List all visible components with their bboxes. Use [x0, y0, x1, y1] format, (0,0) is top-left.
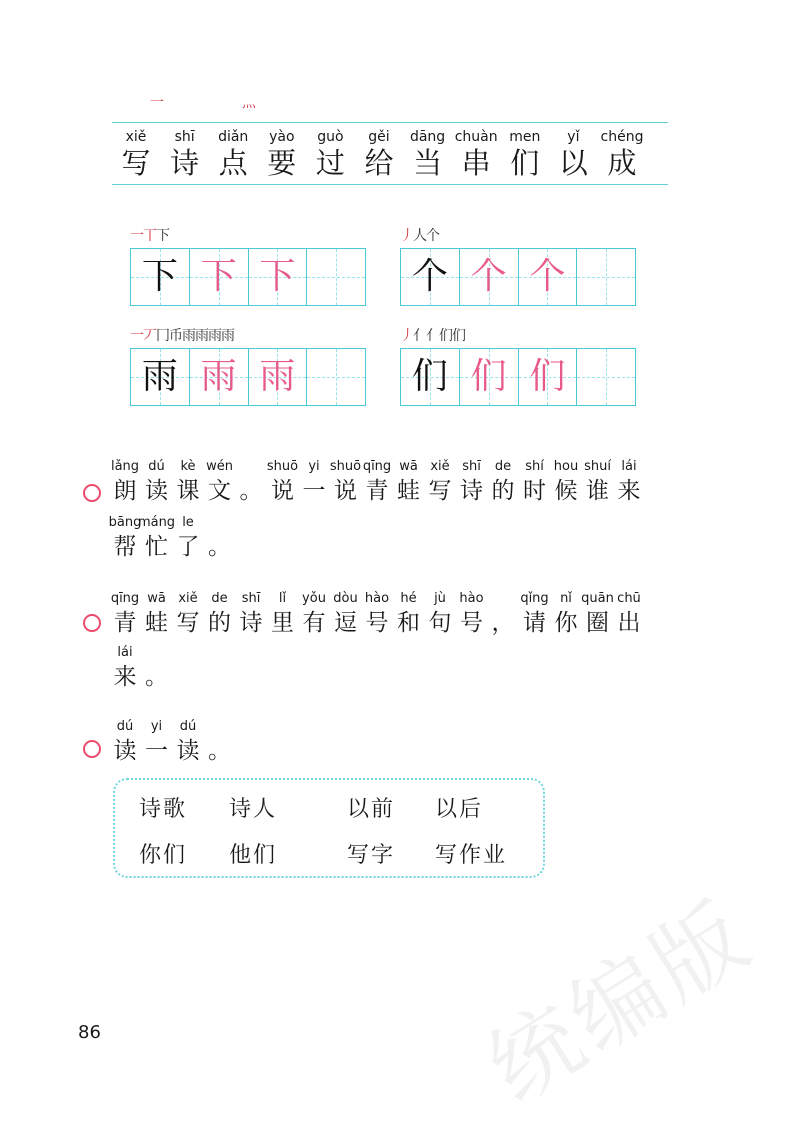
word: 他们 [229, 843, 278, 868]
pinyin: qǐng [520, 591, 549, 606]
pinyin: kè [180, 459, 196, 474]
word: 你们 [139, 843, 188, 868]
pinyin: shī [241, 591, 261, 606]
hanzi: 圈 [586, 610, 609, 636]
writing-block [130, 326, 366, 408]
hanzi: 读 [145, 478, 168, 504]
pinyin: hào [364, 591, 390, 606]
stroke-order-red: 丿 [400, 328, 413, 344]
stroke-order [400, 226, 439, 246]
word: 诗人 [229, 797, 278, 822]
hanzi: 文 [208, 478, 231, 504]
trace-character: 个 [470, 256, 507, 297]
hanzi: 来 [617, 478, 641, 504]
writing-block [400, 326, 636, 408]
model-character: 个 [411, 256, 448, 297]
pinyin: hou [553, 459, 579, 474]
word-box [113, 778, 545, 878]
pinyin: chuàn [454, 129, 498, 145]
pinyin: wā [147, 591, 166, 606]
word: 以后 [435, 797, 484, 822]
grid-cell-filled [190, 249, 249, 305]
pinyin: dú [179, 719, 197, 734]
pinyin: hào [459, 591, 484, 606]
pinyin [131, 644, 183, 662]
hanzi: 。 [145, 664, 168, 690]
grid-cell-filled [131, 249, 190, 305]
exercise-marker-icon [83, 740, 101, 758]
pinyin: chū [617, 591, 641, 606]
stroke-order-red: 一丅 [130, 228, 156, 244]
hanzi: 给 [364, 146, 394, 180]
grid-cell-filled [519, 349, 578, 405]
top-stroke-hint-1: 一 [150, 95, 164, 111]
hanzi: 有 [302, 610, 326, 636]
pinyin: xiě [125, 129, 147, 145]
stroke-order [130, 226, 169, 246]
hanzi: 出 [617, 610, 641, 636]
character-entry [503, 128, 547, 180]
hanzi: 成 [607, 146, 637, 180]
hanzi: 过 [315, 146, 345, 180]
tian-grid [130, 348, 366, 406]
hanzi: 的 [491, 478, 515, 504]
pinyin: dāng [409, 129, 446, 145]
hanzi: 读 [113, 738, 137, 764]
pinyin: de [211, 591, 228, 606]
pinyin: shuí [584, 459, 611, 474]
top-rule-upper [112, 122, 668, 123]
pinyin: wén [206, 459, 233, 474]
hanzi: 候 [554, 478, 578, 504]
pinyin: yi [150, 719, 163, 734]
hanzi: 来 [113, 664, 137, 690]
hanzi: 。 [208, 738, 231, 764]
word: 写字 [347, 843, 396, 868]
pinyin: diǎn [218, 129, 249, 145]
hanzi: 朗 [113, 478, 137, 504]
top-stroke-hint-2: 灬 [242, 95, 256, 111]
grid-cell-filled [131, 349, 190, 405]
hanzi: 一 [302, 478, 326, 504]
trace-character: 下 [200, 256, 237, 297]
annotated-character [206, 514, 234, 562]
hanzi: 号 [365, 610, 389, 636]
pinyin: bāng [108, 515, 142, 530]
trace-character: 下 [259, 256, 296, 297]
annotated-character [206, 718, 234, 766]
pinyin: lái [621, 459, 637, 474]
annotated-character [615, 458, 643, 506]
grid-cell-empty [577, 249, 635, 305]
hanzi: 要 [267, 146, 297, 180]
top-rule-lower [112, 184, 668, 185]
hanzi: 诗 [460, 478, 483, 504]
hanzi: 诗 [170, 146, 200, 180]
stroke-order-steps: 人个 [413, 228, 439, 244]
exercise-marker-icon [83, 484, 101, 502]
annotated-character [615, 590, 643, 638]
model-character: 雨 [141, 356, 178, 397]
tian-grid [130, 248, 366, 306]
pinyin: yi [308, 459, 320, 474]
tian-grid [400, 348, 636, 406]
hanzi: 的 [208, 610, 231, 636]
stroke-order-steps: 冂币雨雨雨雨 [156, 328, 234, 344]
hanzi: 们 [510, 146, 540, 180]
hanzi: 号 [460, 610, 483, 636]
pinyin [194, 514, 246, 532]
pinyin: qīng [362, 459, 392, 474]
watermark: 统编版 [470, 881, 771, 1124]
pinyin: yǐ [567, 129, 580, 145]
hanzi: 青 [113, 610, 137, 636]
pinyin: jù [434, 591, 446, 606]
pinyin: men [509, 129, 541, 145]
pinyin: hé [400, 591, 417, 606]
hanzi: 说 [271, 478, 294, 504]
pinyin: nǐ [560, 591, 572, 606]
grid-cell-empty [577, 349, 635, 405]
character-entry [114, 128, 158, 180]
pinyin: dú [148, 459, 165, 474]
hanzi: 谁 [586, 478, 609, 504]
hanzi: 写 [121, 146, 151, 180]
trace-character: 雨 [259, 356, 296, 397]
pinyin: gěi [368, 129, 390, 145]
stroke-order [130, 326, 234, 346]
hanzi: 逗 [334, 610, 357, 636]
pinyin: dòu [333, 591, 358, 606]
hanzi: 。 [208, 534, 231, 560]
character-entry [308, 128, 352, 180]
grid-cell-filled [249, 349, 308, 405]
stroke-order-red: 一丆 [130, 328, 156, 344]
tian-grid [400, 248, 636, 306]
hanzi: 以 [558, 146, 588, 180]
page-number: 86 [78, 1022, 101, 1043]
pinyin: dú [116, 719, 134, 734]
grid-cell-filled [249, 249, 308, 305]
character-entry [406, 128, 450, 180]
hanzi: 串 [461, 146, 491, 180]
word: 写作业 [435, 843, 508, 868]
pinyin: lǐ [278, 591, 287, 606]
grid-cell-filled [190, 349, 249, 405]
stroke-order-steps: 下 [156, 228, 169, 244]
hanzi: 时 [523, 478, 546, 504]
hanzi: 蛙 [397, 478, 420, 504]
pinyin: qīng [110, 591, 140, 606]
pinyin: shí [525, 459, 544, 474]
hanzi: 读 [176, 738, 200, 764]
hanzi: 写 [176, 610, 200, 636]
pinyin: lǎng [110, 459, 140, 474]
hanzi: 写 [428, 478, 452, 504]
character-entry [551, 128, 595, 180]
hanzi: 和 [397, 610, 420, 636]
trace-character: 雨 [200, 356, 237, 397]
pinyin: xiě [430, 459, 450, 474]
pinyin: wā [399, 459, 418, 474]
pinyin: guò [317, 129, 344, 145]
grid-cell-filled [519, 249, 578, 305]
stroke-order-steps: 亻亻们们 [413, 328, 465, 344]
hanzi: 。 [239, 478, 263, 504]
annotated-character [143, 644, 171, 692]
pinyin: shuō [329, 459, 362, 474]
model-character: 们 [411, 356, 448, 397]
hanzi: 青 [365, 478, 389, 504]
hanzi: 一 [145, 738, 168, 764]
model-character: 下 [141, 256, 178, 297]
trace-character: 们 [529, 356, 566, 397]
character-entry [211, 128, 255, 180]
pinyin [194, 718, 246, 736]
trace-character: 们 [470, 356, 507, 397]
hanzi: 了 [176, 534, 200, 560]
pinyin: quān [581, 591, 614, 606]
trace-character: 个 [529, 256, 566, 297]
pinyin: le [182, 515, 194, 530]
hanzi: 请 [523, 610, 546, 636]
hanzi: 说 [334, 478, 357, 504]
hanzi: 当 [413, 146, 443, 180]
pinyin: yào [269, 129, 295, 145]
word: 诗歌 [139, 797, 188, 822]
pinyin: lái [117, 645, 133, 660]
pinyin: chéng [600, 129, 644, 145]
writing-block [130, 226, 366, 308]
hanzi: 课 [176, 478, 200, 504]
hanzi: 点 [218, 146, 248, 180]
hanzi: 诗 [239, 610, 263, 636]
pinyin: shuō [266, 459, 299, 474]
pinyin: shī [462, 459, 481, 474]
pinyin: xiě [178, 591, 198, 606]
word: 以前 [347, 797, 396, 822]
character-entry [260, 128, 304, 180]
character-entry [163, 128, 207, 180]
hanzi: 你 [554, 610, 578, 636]
pinyin: yǒu [302, 591, 326, 606]
grid-cell-filled [460, 249, 519, 305]
pinyin: máng [137, 515, 176, 530]
grid-cell-filled [401, 249, 460, 305]
character-entry [454, 128, 498, 180]
hanzi: 蛙 [145, 610, 168, 636]
hanzi: 句 [428, 610, 452, 636]
stroke-order-red: 丿 [400, 228, 413, 244]
character-entry [600, 128, 644, 180]
hanzi: 帮 [113, 534, 137, 560]
hanzi: 忙 [145, 534, 168, 560]
stroke-order [400, 326, 465, 346]
hanzi: 里 [271, 610, 294, 636]
grid-cell-filled [401, 349, 460, 405]
hanzi: ， [491, 610, 515, 636]
pinyin: de [494, 459, 512, 474]
writing-block [400, 226, 636, 308]
grid-cell-empty [307, 349, 365, 405]
character-entry [357, 128, 401, 180]
grid-cell-filled [460, 349, 519, 405]
grid-cell-empty [307, 249, 365, 305]
pinyin: shī [174, 129, 195, 145]
exercise-marker-icon [83, 614, 101, 632]
